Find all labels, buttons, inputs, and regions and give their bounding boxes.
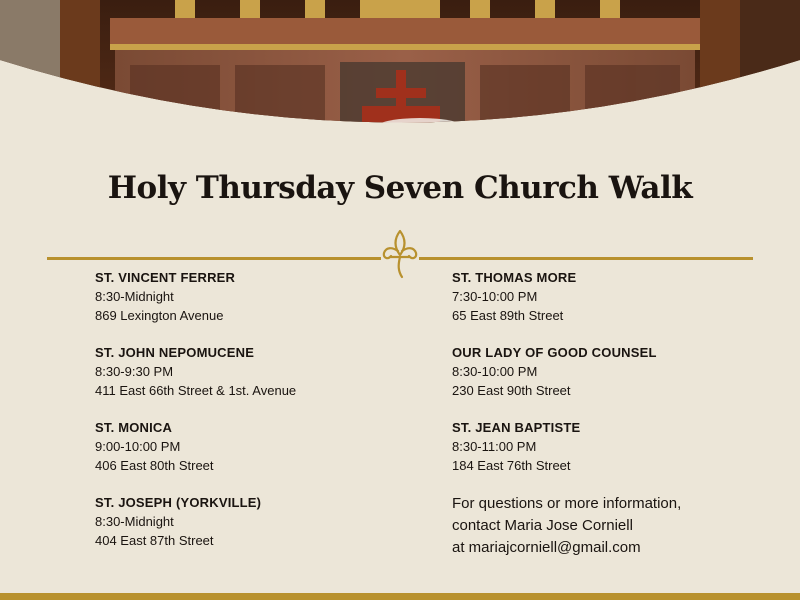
altar-photo-header bbox=[0, 0, 800, 150]
church-address: 406 East 80th Street bbox=[95, 458, 214, 473]
church-hours: 8:30-11:00 PM bbox=[452, 439, 537, 454]
church-hours: 8:30-Midnight bbox=[95, 514, 174, 529]
church-address: 869 Lexington Avenue bbox=[95, 308, 224, 323]
church-hours: 9:00-10:00 PM bbox=[95, 439, 181, 454]
church-list-right bbox=[452, 268, 681, 559]
church-name: ST. JOSEPH (YORKVILLE) bbox=[95, 495, 262, 510]
contact-line: For questions or more information, bbox=[452, 495, 682, 512]
church-hours: 8:30-9:30 PM bbox=[95, 364, 174, 379]
church-name: OUR LADY OF GOOD COUNSEL bbox=[452, 345, 657, 360]
fleur-de-lis-icon bbox=[378, 225, 422, 281]
church-entry bbox=[452, 268, 681, 325]
altar-image bbox=[0, 0, 800, 150]
church-entry bbox=[95, 493, 296, 550]
church-address: 404 East 87th Street bbox=[95, 533, 214, 548]
contact-line: contact Maria Jose Corniell bbox=[452, 517, 633, 534]
church-list-left bbox=[95, 268, 296, 568]
church-name: ST. THOMAS MORE bbox=[452, 270, 577, 285]
church-hours: 7:30-10:00 PM bbox=[452, 289, 538, 304]
church-address: 65 East 89th Street bbox=[452, 308, 564, 323]
church-address: 230 East 90th Street bbox=[452, 383, 571, 398]
church-entry bbox=[452, 343, 681, 400]
church-entry bbox=[452, 418, 681, 475]
church-name: ST. JOHN NEPOMUCENE bbox=[95, 345, 255, 360]
church-entry bbox=[95, 418, 296, 475]
church-address: 411 East 66th Street & 1st. Avenue bbox=[95, 383, 297, 398]
church-name: ST. MONICA bbox=[95, 420, 173, 435]
church-name: ST. VINCENT FERRER bbox=[95, 270, 236, 285]
contact-info bbox=[452, 493, 681, 559]
church-entry bbox=[95, 268, 296, 325]
church-hours: 8:30-10:00 PM bbox=[452, 364, 538, 379]
church-address: 184 East 76th Street bbox=[452, 458, 571, 473]
church-entry bbox=[95, 343, 296, 400]
contact-email[interactable]: at mariajcorniell@gmail.com bbox=[452, 539, 641, 556]
gold-bottom-bar bbox=[0, 593, 800, 600]
church-hours: 8:30-Midnight bbox=[95, 289, 174, 304]
page-title: Holy Thursday Seven Church Walk bbox=[107, 170, 693, 206]
church-name: ST. JEAN BAPTISTE bbox=[452, 420, 581, 435]
